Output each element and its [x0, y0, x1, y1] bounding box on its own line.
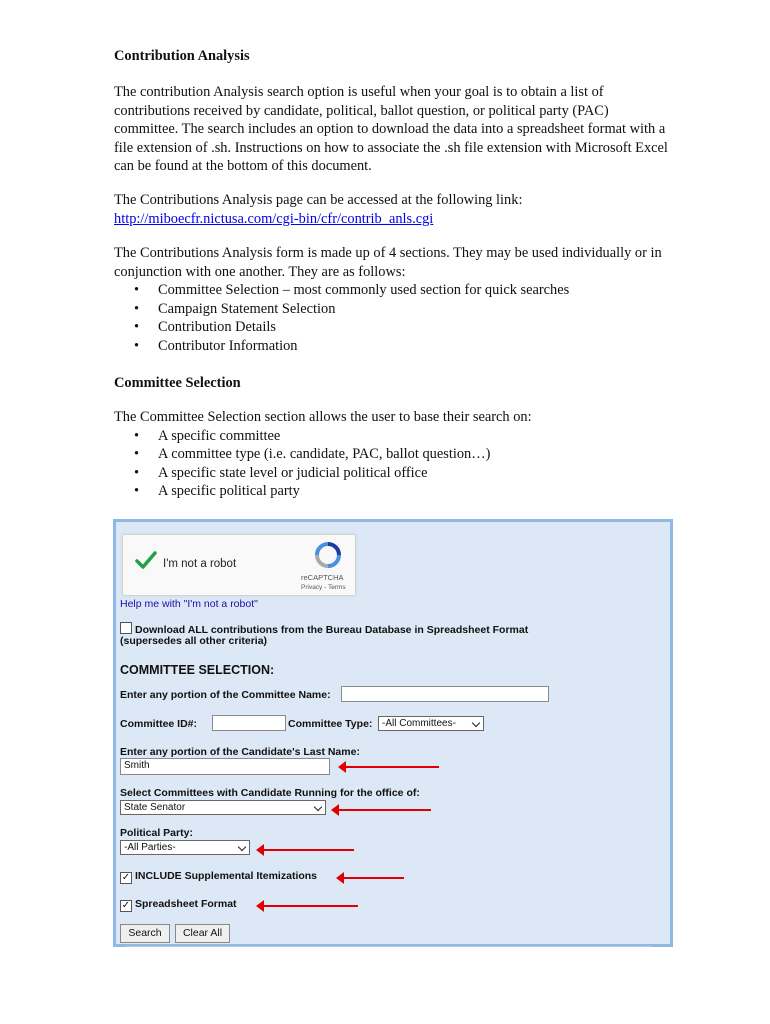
recaptcha-brand: reCAPTCHA — [301, 573, 344, 582]
list-item: • A specific committee — [158, 427, 674, 446]
annotation-arrow-icon — [338, 877, 404, 879]
checkmark-icon[interactable] — [135, 549, 157, 571]
annotation-arrow-icon — [333, 809, 431, 811]
include-supplemental-row — [120, 870, 317, 884]
recaptcha-label: I'm not a robot — [163, 558, 237, 570]
party-value: -All Parties- — [124, 842, 176, 853]
committee-name-input[interactable] — [341, 686, 549, 702]
committee-type-select[interactable] — [378, 716, 484, 731]
recaptcha-widget[interactable] — [122, 534, 356, 596]
committee-type-value: -All Committees- — [382, 718, 456, 729]
download-all-row — [120, 622, 528, 636]
recaptcha-logo-icon — [313, 541, 343, 569]
spreadsheet-checkbox[interactable]: ✓ — [121, 900, 131, 911]
committee-id-input[interactable] — [212, 715, 286, 731]
annotation-arrow-icon — [258, 905, 358, 907]
annotation-arrow-icon — [258, 849, 354, 851]
committee-selection-title: COMMITTEE SELECTION: — [120, 663, 275, 677]
include-supplemental-label: INCLUDE Supplemental Itemizations — [135, 870, 318, 882]
candidate-last-input[interactable]: Smith — [120, 758, 330, 775]
chevron-down-icon — [238, 843, 246, 851]
recaptcha-terms-link[interactable]: Privacy - Terms — [301, 584, 346, 591]
intro-paragraph: The contribution Analysis search option is useful when your goal is to obtain a list of contributions received by candidate, political, ballot question, or political party (PAC) committee. The search includes an option to download the data into a spreadsheet format with a file extension of .sh. Instructions on how to associate the .sh file extension with Microsoft Excel can be found at the bottom of this document. — [114, 84, 668, 174]
office-value: State Senator — [124, 802, 186, 813]
party-select[interactable] — [120, 840, 250, 855]
annotation-arrow-icon — [340, 766, 439, 768]
contrib-analysis-link[interactable]: http://miboecfr.nictusa.com/cgi-bin/cfr/contrib_anls.cgi — [114, 210, 434, 227]
recaptcha-help-link[interactable]: Help me with "I'm not a robot" — [120, 598, 258, 610]
committee-intro: The Committee Selection section allows the user to base their search on: — [114, 409, 532, 425]
chevron-down-icon — [314, 803, 322, 811]
download-all-note: (supersedes all other criteria) — [120, 635, 268, 647]
committee-type-label: Committee Type: — [288, 718, 373, 730]
download-all-checkbox[interactable] — [120, 622, 132, 634]
list-item: • A specific state level or judicial political office — [158, 464, 674, 483]
list-item: • Contribution Details — [158, 318, 674, 337]
office-label: Select Committees with Candidate Running for the office of: — [120, 787, 420, 799]
party-label: Political Party: — [120, 827, 193, 839]
office-select[interactable] — [120, 800, 326, 815]
committee-name-label: Enter any portion of the Committee Name: — [120, 689, 331, 701]
form-screenshot — [113, 519, 673, 947]
access-text: The Contributions Analysis page can be accessed at the following link: — [114, 192, 523, 208]
list-item: • Campaign Statement Selection — [158, 300, 674, 319]
list-item: • Committee Selection – most commonly used section for quick searches — [158, 281, 674, 300]
page-title: Contribution Analysis — [114, 48, 250, 64]
sections-list — [114, 281, 674, 355]
search-button[interactable]: Search — [120, 924, 170, 943]
list-item: • Contributor Information — [158, 337, 674, 356]
clear-all-button[interactable]: Clear All — [175, 924, 230, 943]
committee-heading: Committee Selection — [114, 375, 241, 391]
include-supplemental-checkbox[interactable]: ✓ — [121, 872, 131, 883]
access-paragraph — [114, 191, 674, 228]
candidate-last-label: Enter any portion of the Candidate's Last Name: — [120, 746, 360, 758]
spreadsheet-label: Spreadsheet Format — [135, 898, 237, 910]
sections-intro: The Contributions Analysis form is made up of 4 sections. They may be used individually or in conjunction with one another. They are as follows: — [114, 245, 662, 280]
sections-paragraph — [114, 244, 674, 355]
committee-options-list — [114, 427, 674, 501]
download-all-label: Download ALL contributions from the Bureau Database in Spreadsheet Format — [135, 624, 529, 636]
divider — [126, 946, 652, 947]
list-item: • A committee type (i.e. candidate, PAC, ballot question…) — [158, 445, 674, 464]
chevron-down-icon — [472, 719, 480, 727]
committee-id-label: Committee ID#: — [120, 718, 198, 730]
list-item: • A specific political party — [158, 482, 674, 501]
spreadsheet-row — [120, 898, 237, 912]
committee-paragraph — [114, 408, 674, 501]
